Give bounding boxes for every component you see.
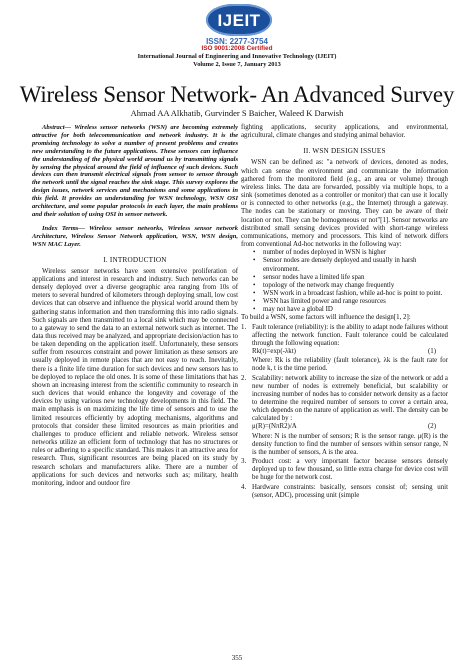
- continued-paragraph: fighting applications, security applications, and environmental, agricultural, climate changes and studying animal behavior.: [241, 124, 448, 140]
- differences-list: [241, 249, 448, 314]
- item-text: Product cost: a very important factor because sensors densely deployed up to few thousand, so little extra charge for device cost will be huge for the network cost.: [252, 458, 448, 482]
- journal-logo: [206, 4, 272, 36]
- equation-1-explanation: [241, 357, 448, 373]
- page-number: 355: [231, 654, 243, 662]
- factor-fault-tolerance: [241, 324, 448, 348]
- list-item: • sensor nodes have a limited life span: [263, 274, 448, 282]
- equation-1: [241, 348, 448, 356]
- item-text: Hardware constraints: basically, sensors consist of; sensing unit (sensor, ADC), processing unit (simple: [252, 483, 448, 499]
- item-number: 4.: [241, 483, 247, 491]
- list-item: • may not have a global ID: [263, 306, 448, 314]
- equation-expression: Rk(t)=exp(-λkt): [252, 348, 296, 356]
- list-item: • Sensor nodes are densely deployed and usually in harsh environment.: [263, 257, 448, 273]
- item-text: Where: Rk is the reliability (fault tolerance), λk is the fault rate for node k, t is the time period.: [252, 357, 448, 373]
- paper-title: Wireless Sensor Network- An Advanced Survey: [19, 82, 455, 107]
- iso-label: ISO 9001:2008 Certified: [201, 45, 273, 52]
- journal-header: [0, 53, 474, 69]
- logo-text: IJEIT: [217, 11, 261, 30]
- abstract: Abstract— Wireless sensor networks (WSN) are becoming extremely attractive for both telecommunication and network industry. It is the promising technology to solve a number of present problems and creates new understanding to the future applications. These sensors can influence the understanding of the physical world around us by transmitting signals by sensing the physical around the field of influence of such devices. Such devices can then transmit electrical signals from sensor to sensor through the network until the signal reaches the sink stage. This survey explores the design issues, network services and mechanisms and some applications in this field. It provides an understanding for WSN technology, WSN OSI architecture, and some popular protocols in each layer, the main problems and their solution of using OSI in sensor network.: [32, 124, 238, 218]
- list-item: • WSN has limited power and range resources: [263, 298, 448, 306]
- journal-volume: Volume 2, Issue 7, January 2013: [193, 61, 281, 68]
- item-number: 3.: [241, 458, 247, 466]
- left-column: [32, 124, 238, 488]
- factor-scalability: [241, 375, 448, 424]
- equation-expression: μ(R)=(NπR2)/A: [252, 423, 297, 431]
- equation-2: [241, 423, 448, 431]
- equation-2-explanation: [241, 433, 448, 457]
- section-heading-design-issues: II. WSN DESIGN ISSUES: [303, 147, 386, 156]
- list-item: • WSN work in a broadcast fashion, while ad-hoc is point to point.: [263, 290, 448, 298]
- item-text: Where: N is the number of sensors; R is the sensor range. μ(R) is the density function to find the number of sensors within sensor range, N is the number of sensors, A is the area.: [252, 432, 448, 456]
- equation-number: (1): [427, 348, 436, 356]
- factor-product-cost: [241, 458, 448, 482]
- factor-hardware-constraints: [241, 484, 448, 500]
- issn-label: ISSN: 2277-3754: [206, 37, 268, 46]
- journal-name: International Journal of Engineering and Innovative Technology (IJEIT): [137, 53, 337, 60]
- item-text: Scalability: network ability to increase the size of the network or add a new number of nodes is extremely beneficial, but scalability or increasing number of nodes has to consider network density as a factor to determine the required number of sensors to cover a certain area, which depends on the nature of application as well. The density can be calculated by :: [252, 374, 448, 423]
- list-item: • number of nodes deployed in WSN is higher: [263, 249, 448, 257]
- introduction-paragraph: Wireless sensor networks have seen extensive proliferation of applications and interest in research and industry. Such networks can be densely deployed over a diverse geographic area ranging from 10s of meters to several hundred of kilometers through deploying small, low cost devices that can observe and influence the physical world around them by gathering status information and then transforming this into radio signals. Such signals are then transmitted to a local sink which may be connected to a gateway to send the data to an external network such as internet. The data thus received may be analyzed, and appropriate decision/action has to be taken depending on the application itself. Unfortunately, these sensors suffer from resources constraint and power limitation as these sensors are usually deployed in remote places that are not easy to reach. Inevitably, there is a finite life time duration for such devices and new sensors has to be deployed to replace the old ones. It is some of these limitations that has shown an increasing interest from the scientific community to research in such devices that would enhance the longevity and coverage of the devices by using various new technology developments in this field. The main emphasis is on maximizing the life time of sensors and to use the limited resources efficiently by adopting mechanisms, algorithms and protocols that consider these limited resources as main priorities and challenges to produce efficient and reliable network. Wireless sensor networks utilize an efficient form of technology that has no structures or rules or adhering to a specific standard. This makes it an attractive area for research. Thus, significant resources are being placed on its study by research scholars and manufacturers alike. There are a number of applications for such devices and networks such as; military, health monitoring, indoor and outdoor fire: [32, 267, 238, 487]
- item-number: 1.: [241, 323, 247, 331]
- list-item: • topology of the network may change frequently: [263, 282, 448, 290]
- section-heading-introduction: I. INTRODUCTION: [103, 255, 167, 264]
- right-column: [241, 124, 448, 500]
- item-text: Fault tolerance (reliability): is the ability to adapt node failures without affecting the network function. Fault tolerance could be calculated through the following equation:: [252, 323, 448, 347]
- paper-authors: Ahmad AA Alkhatib, Gurvinder S Baicher, Waleed K Darwish: [130, 108, 344, 118]
- equation-number: (2): [427, 423, 436, 431]
- design-factors-intro: To build a WSN, some factors will influence the design[1, 2]:: [241, 314, 411, 322]
- index-terms: Index Terms— Wireless sensor networks, Wireless sensor network Architecture, Wireless Sensor Network application, WSN, WSN design, WSN MAC Layer.: [32, 224, 238, 248]
- item-number: 2.: [241, 374, 247, 382]
- design-paragraph: WSN can be defined as: "a network of devices, denoted as nodes, which can sense the environment and communicate the information gathered from the monitored field (e.g., an area or volume) through wireless links. The data are forwarded, possibly via multiple hops, to a sink (sometimes denoted as a controller or monitor) that can use it locally or is connected to other networks (e.g., the Internet) through a gateway. The nodes can be stationary or moving. They can be aware of their location or not. They can be homogeneous or not"[1]. Sensor networks are distributed small sensing devices provided with short-range wireless communications, memory and processors. This kind of network differs from conventional Ad-hoc networks in the following way:: [241, 159, 448, 249]
